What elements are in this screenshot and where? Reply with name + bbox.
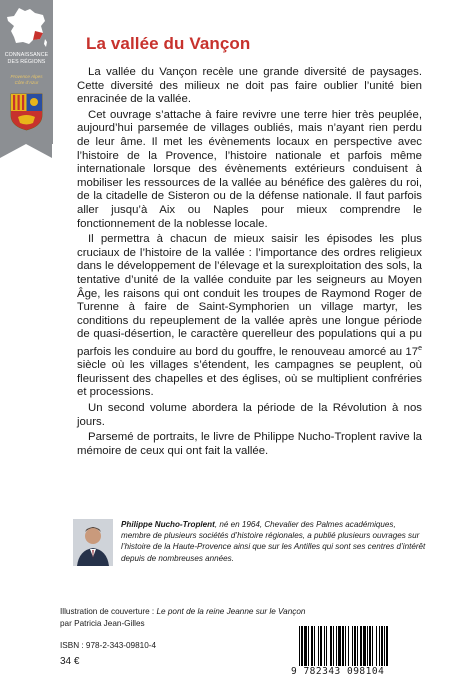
barcode-digits: 9 782343 098104: [291, 666, 385, 677]
cover-credit: Illustration de couverture : Le pont de la reine Jeanne sur le Vançon par Patricia Jean-Gilles: [60, 607, 306, 628]
barcode-bars-icon: [299, 626, 417, 666]
back-cover-text: [77, 66, 422, 460]
paragraph-5: Parsemé de portraits, le livre de Philippe Nucho-Troplent ravive la mémoire de ceux qui ont fait la vallée.: [77, 431, 422, 457]
paragraph-3: Il permettra à chacun de mieux saisir les épisodes les plus cruciaux de l’histoire de la vallée : l’importance des ordres religieux dans le développement de l’élevage et la surexploitation des sols, la tentative d’unité de la vallée conduite par les seigneurs au Moyen Âge, les raisons qui ont conduit les troupes de Raymond Roger de Turenne à faire de Saint-Symphorien un village martyr, les conditions du repeuplement de la vallée après une longue période de quasi-désertion, le caractère querelleur des populations qui a pu parfois les conduire au bord du gouffre, le renouveau amorcé au 17e siècle où les villages s’étendent, les campagnes se peuplent, où fleurissent des chapelles et des églises, où se multiplient confréries et processions.: [77, 233, 422, 399]
barcode: [291, 626, 423, 680]
france-map-icon: [5, 6, 48, 48]
author-name: Philippe Nucho-Troplent: [121, 520, 215, 529]
collection-banner: [0, 0, 53, 144]
coat-of-arms-icon: [10, 93, 43, 131]
isbn: ISBN : 978-2-343-09810-4: [60, 641, 157, 650]
paragraph-4: Un second volume abordera la période de la Révolution à nos jours.: [77, 402, 422, 428]
region-label: Provence Alpes Côte d'Azur: [10, 74, 43, 85]
paragraph-2: Cet ouvrage s’attache à faire revivre une terre hier très peuplée, aujourd’hui parsemée de villages oubliés, mais n’ayant rien perdu de leur âme. Il met les évènements locaux en perspective avec l’histoire de la Provence, l’histoire nationale et parfois même internationale lorsque des évènements extérieurs conduisent à mobiliser les ressources de la vallée au bénéfice des galères du roi, de la citadelle de Sisteron ou de la défense nationale. Il faut parfois aller jusqu’à Aix ou Naples pour mieux comprendre le fonctionnement de la noblesse locale.: [77, 108, 422, 230]
price: 34 €: [60, 656, 80, 667]
author-photo: [73, 519, 113, 566]
paragraph-1: La vallée du Vançon recèle une grande diversité de paysages. Cette diversité des milieux ne doit pas faire oublier l’unité bien enracinée de la vallée.: [77, 66, 422, 106]
book-title: La vallée du Vançon: [86, 34, 251, 53]
author-bio: Philippe Nucho-Troplent, né en 1964, Chevalier des Palmes académiques, membre de plusieurs sociétés d’histoire régionales, a publié plusieurs ouvrages sur l’histoire de la Haute-Provence ainsi que sur les Antilles qui sont ses centres d’intérêt depuis de nombreuses années.: [121, 520, 426, 563]
collection-label: CONNAISSANCE DES RÉGIONS: [4, 52, 49, 65]
